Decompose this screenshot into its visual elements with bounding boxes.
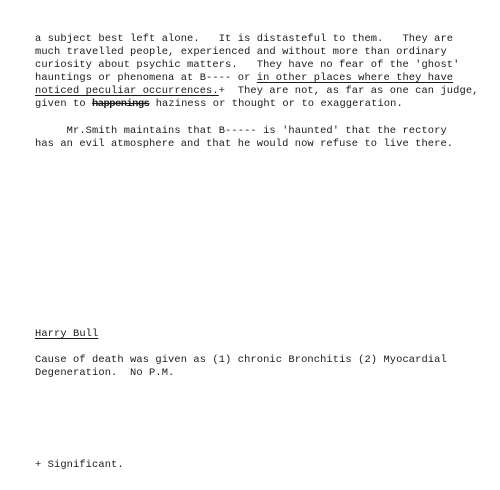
para1-line-5-text: + They are not, as far as one can judge, [218,85,479,97]
struck-out-word: happenings [92,98,150,110]
para1-line-2: much travelled people, experienced and without more than ordinary [35,46,447,58]
underlined-phrase-part-1: in other places where they have [256,72,454,84]
para1-line-4-text: hauntings or phenomena at B---- or [35,72,257,84]
section-heading: Harry Bull [35,328,99,340]
para1-line-6-post: haziness or thought or to exaggeration. [149,98,403,110]
para1-line-6 [35,98,403,111]
footnote: + Significant. [35,459,124,471]
para2-line-2: has an evil atmosphere and that he would now refuse to live there. [35,138,454,150]
para1-line-6-pre: given to [35,98,93,110]
para2-line-1: Mr.Smith maintains that B----- is 'haunted' that the rectory [35,125,447,137]
section-line-1: Cause of death was given as (1) chronic Bronchitis (2) Myocardial [35,354,447,366]
para1-line-3: curiosity about psychic matters. They have no fear of the 'ghost' [35,59,460,71]
underlined-phrase-part-2: noticed peculiar occurrences. [35,85,219,97]
para1-line-4 [35,72,453,85]
para1-line-1: a subject best left alone. It is distasteful to them. They are [35,33,454,45]
section-line-2: Degeneration. No P.M. [35,367,175,379]
para1-line-5 [35,85,479,98]
